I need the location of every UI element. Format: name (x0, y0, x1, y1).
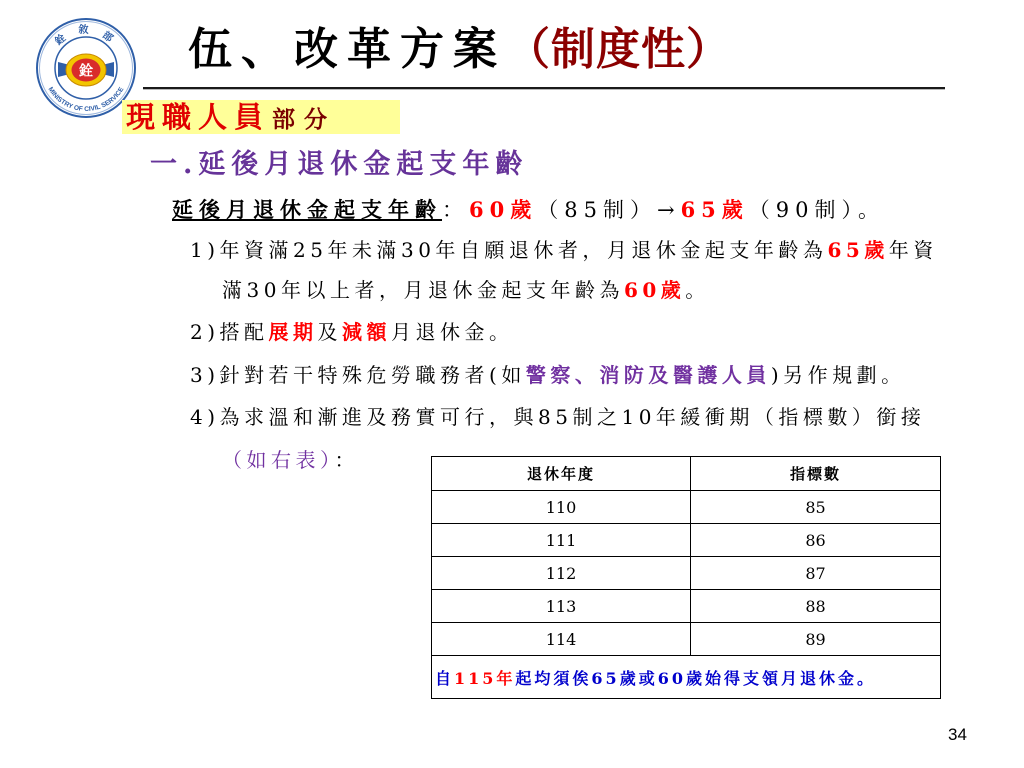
table-row (432, 623, 941, 656)
list-item-emphasis: 減額 (342, 320, 392, 344)
table-note-text: 起均須俟65歲或60歲始得支領月退休金。 (515, 668, 876, 688)
table-header-year: 退休年度 (432, 457, 691, 491)
slide-title (188, 21, 731, 79)
slide-title-main: 伍、改革方案 (188, 24, 506, 75)
summary-label: 延後月退休金起支年齡 (172, 197, 442, 222)
table-row (432, 491, 941, 524)
list-item (190, 402, 926, 472)
table-header-index: 指標數 (691, 457, 941, 491)
summary-colon: ： (442, 198, 469, 222)
seal-top-text-path: 銓 敘 部 (53, 25, 119, 48)
summary-age-old: 60歲 (469, 197, 538, 222)
list-item-text: 為求溫和漸進及務實可行，與85制之10年緩衝期（指標數）銜接 (219, 405, 926, 429)
table-cell-index: 86 (691, 524, 941, 557)
point-heading-number: 一. (150, 149, 199, 180)
title-divider-shadow (143, 89, 945, 90)
list-item-emphasis: 展期 (268, 320, 318, 344)
list-item (190, 317, 514, 347)
table-note-row (432, 656, 941, 699)
list-item-number: 2) (190, 320, 220, 344)
list-item-emphasis: 65歲 (827, 238, 889, 262)
seal-ring-text-path: MINISTRY OF CIVIL SERVICE (46, 86, 126, 114)
table-cell-year: 110 (432, 491, 691, 524)
summary-line (172, 194, 885, 226)
slide-title-paren: （制度性） (506, 24, 731, 75)
index-table (431, 456, 941, 699)
point-heading-text: 延後月退休金起支年齡 (198, 149, 529, 180)
summary-system-new: （90制）。 (748, 198, 886, 222)
table-row (432, 557, 941, 590)
list-item-text: 。 (685, 278, 710, 302)
summary-age-new: 65歲 (680, 197, 749, 222)
list-item-text: 針對若干特殊危勞職務者(如 (219, 363, 526, 387)
list-item-text: 年資滿25年未滿30年自願退休者，月退休金起支年齡為 (219, 238, 828, 262)
list-item-line (190, 235, 938, 265)
list-item-line-continued (222, 445, 359, 475)
table-row (432, 590, 941, 623)
list-item (190, 235, 938, 302)
table-cell-index: 89 (691, 623, 941, 656)
table-note (432, 656, 941, 699)
table-row (432, 524, 941, 557)
page-number: 34 (948, 725, 967, 744)
list-item-text: 月退休金。 (391, 320, 514, 344)
table-note-year: 115年 (454, 668, 516, 688)
table-header-row (432, 457, 941, 491)
section-label-highlight: 現職人員 (126, 100, 271, 134)
table-cell-index: 87 (691, 557, 941, 590)
table-cell-year: 114 (432, 623, 691, 656)
table-cell-year: 113 (432, 590, 691, 623)
list-item-text: 搭配 (219, 320, 269, 344)
list-item-emphasis: 警察、消防及醫護人員 (525, 363, 771, 387)
list-item-line-continued (222, 275, 710, 305)
list-item-text: )另作規劃。 (770, 363, 906, 387)
point-heading (150, 146, 528, 184)
list-item (190, 360, 906, 390)
list-item-number: 4) (190, 405, 220, 429)
table-cell-index: 85 (691, 491, 941, 524)
list-item-text: 及 (317, 320, 343, 344)
table-cell-index: 88 (691, 590, 941, 623)
table-cell-year: 111 (432, 524, 691, 557)
summary-system-old: （85制）→ (537, 198, 681, 222)
seal-center-char: 銓 (79, 63, 93, 80)
list-item-text: ： (334, 448, 359, 472)
list-item-text: 滿30年以上者，月退休金起支年齡為 (222, 278, 624, 302)
list-item-reference: （如右表） (222, 448, 335, 472)
list-item-text: 年資 (888, 238, 938, 262)
section-label-rest: 部分 (272, 106, 337, 133)
table-cell-year: 112 (432, 557, 691, 590)
list-item-number: 1) (190, 238, 220, 262)
list-item-line (190, 402, 925, 432)
table-note-prefix: 自 (435, 668, 455, 688)
list-item-emphasis: 60歲 (623, 278, 686, 302)
list-item-number: 3) (190, 363, 220, 387)
section-label (122, 100, 400, 134)
